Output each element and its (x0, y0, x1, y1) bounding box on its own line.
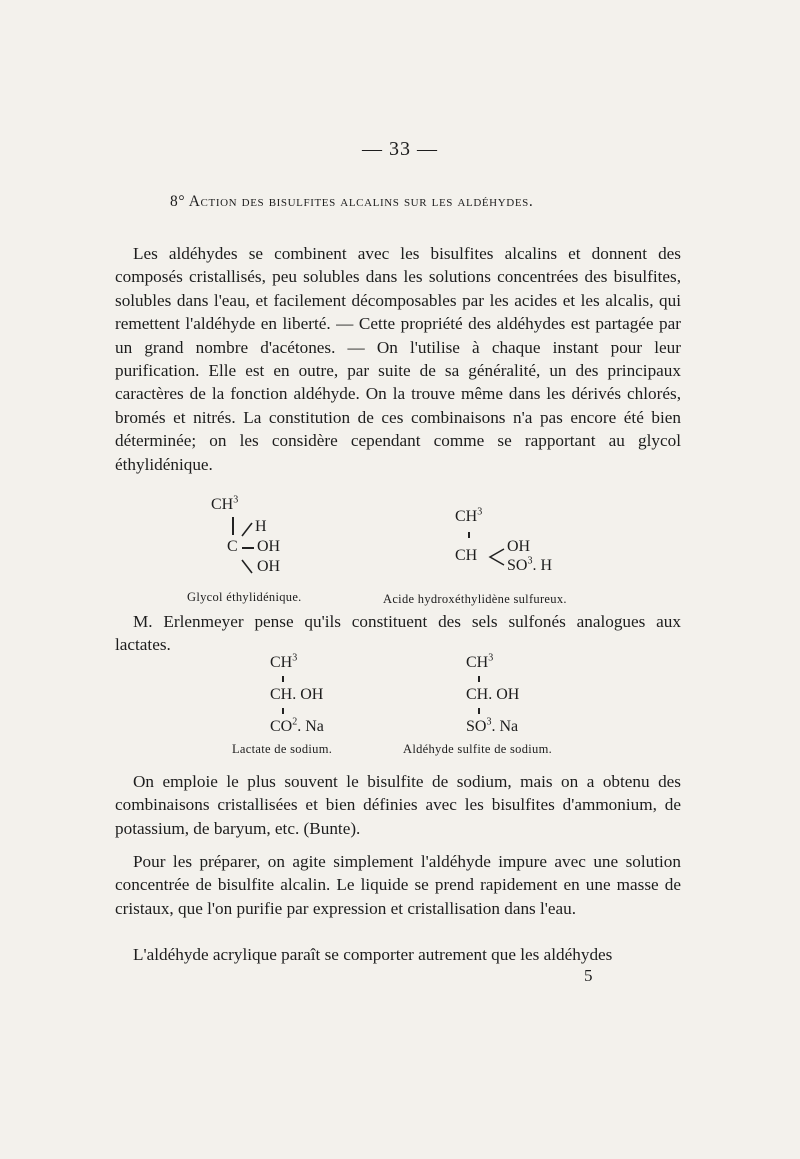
sulfite-caption: Aldéhyde sulfite de sodium. (403, 742, 553, 756)
glycol-bond-down (240, 558, 254, 576)
acide-caption: Acide hydroxéthylidène sulfureux. (383, 592, 567, 606)
acide-oh: OH (507, 538, 531, 555)
acide-brace (486, 544, 506, 570)
lactate-caption: Lactate de sodium. (232, 742, 333, 756)
glycol-caption: Glycol éthylidénique. (187, 590, 302, 604)
paragraph-intro: Les aldéhydes se combinent avec les bisulfites alcalins et donnent des composés cristallisés, peu solubles dans les solutions concentrées des bisulfites, solubles dans l'eau, et facilement décomposables par les acides et les alcalis, qui remettent l'aldéhyde en liberté. — Cette propriété des aldéhydes est partagée par un grand nombre d'acétones. — On l'utilise à chaque instant pour leur purification. Elle est en outre, par suite de sa généralité, un des principaux caractères de la fonction aldéhyde. On la trouve même dans les dérivés chlorés, bromés et nitrés. La constitution de ces combinaisons n'a pas encore été bien déterminée; on les considère cependant comme se rapportant au glycol éthylidénique. (115, 244, 681, 474)
paragraph-preparation: Pour les préparer, on agite simplement l'aldéhyde impure avec une solution concentrée de bisulfite alcalin. Le liquide se prend rapidement en une masse de cristaux, que l'on purifie par expression et cristallisation dans l'eau. (115, 852, 681, 918)
lactate-bond-1 (282, 676, 284, 682)
lactate-co2-na: $CO^2$. Na (270, 716, 324, 735)
glycol-oh-1: OH (257, 538, 281, 555)
acide-ch3: $CH^3$ (455, 506, 483, 525)
sulfite-bond-1 (478, 676, 480, 682)
page-number: — 33 — (362, 138, 438, 160)
acide-bond (468, 532, 470, 538)
glycol-bond-up (240, 520, 254, 538)
acide-so3h: $SO^3$. H (507, 555, 553, 574)
paragraph-bisulfite-sodium: On emploie le plus souvent le bisulfite de sodium, mais on a obtenu des combinaisons cristallisées et bien définies avec les bisulfites d'ammonium, de potassium, de baryum, etc. (Bunte). (115, 772, 681, 838)
glycol-ch3: $CH^3$ (211, 494, 239, 513)
paragraph-erlenmeyer: M. Erlenmeyer pense qu'ils constituent des sels sulfonés analogues aux lactates. (115, 612, 681, 655)
glycol-bond-horizontal (242, 547, 254, 549)
glycol-oh-2: OH (257, 558, 281, 575)
paragraph-acrylique: L'aldéhyde acrylique paraît se comporter autrement que les aldéhydes (133, 945, 613, 964)
lactate-bond-2 (282, 708, 284, 714)
section-heading: 8° Action des bisulfites alcalins sur les aldéhydes. (170, 193, 534, 210)
glycol-bond-vertical (232, 517, 234, 535)
lactate-ch-oh: CH. OH (270, 686, 324, 703)
acide-ch: CH (455, 547, 478, 564)
glycol-h: H (255, 518, 267, 535)
signature-mark: 5 (584, 966, 593, 985)
sulfite-so3-na: $SO^3$. Na (466, 716, 519, 735)
lactate-ch3: $CH^3$ (270, 652, 298, 671)
sulfite-ch3: $CH^3$ (466, 652, 494, 671)
sulfite-bond-2 (478, 708, 480, 714)
glycol-c: C (227, 538, 238, 555)
sulfite-ch-oh: CH. OH (466, 686, 520, 703)
